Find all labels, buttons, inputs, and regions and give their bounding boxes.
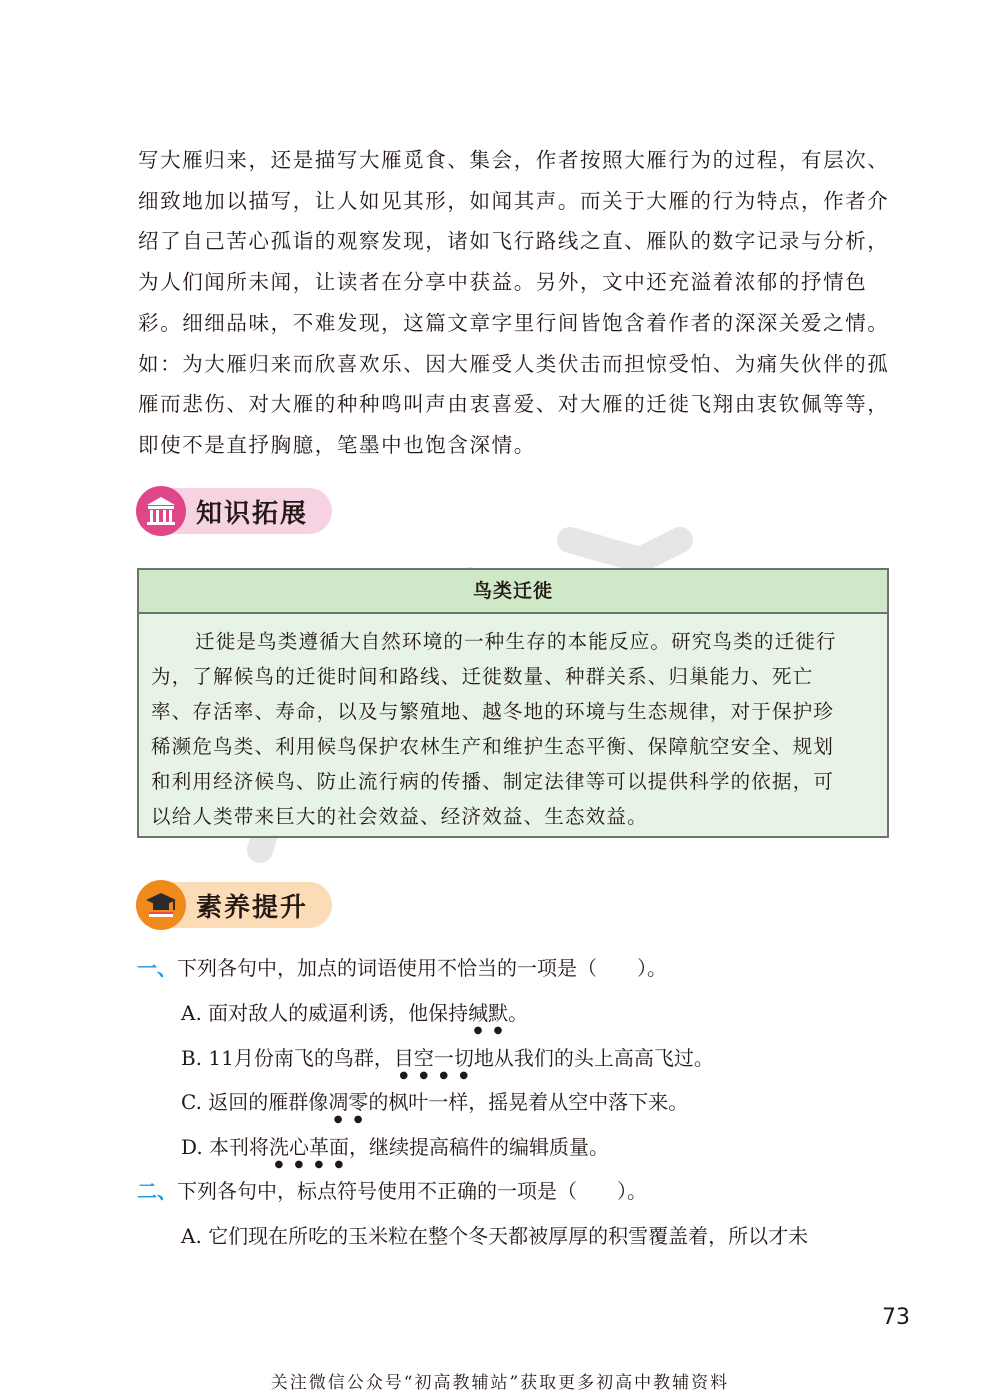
knowledge-line: 以给人类带来巨大的社会效益、经济效益、生态效益。: [151, 805, 648, 828]
question-text: 下列各句中，标点符号使用不正确的一项是（ ）。: [177, 1179, 647, 1203]
option-text: C. 返回的雁群像: [181, 1090, 329, 1114]
paragraph-line: 写大雁归来，还是描写大雁觅食、集会，作者按照大雁行为的过程，有层次、: [138, 148, 890, 172]
knowledge-line: 稀濒危鸟类、利用候鸟保护农林生产和维护生态平衡、保障航空安全、规划: [151, 735, 835, 758]
paragraph-line: 即使不是直抒胸臆，笔墨中也饱含深情。: [138, 432, 536, 457]
paragraph-line: 雁而悲伤、对大雁的种种鸣叫声由衷喜爱、对大雁的迁徙飞翔由衷钦佩等等，: [138, 392, 890, 417]
dotted-term: 凋零: [328, 1090, 369, 1114]
option-text: 地从我们的头上高高飞过。: [473, 1046, 714, 1070]
knowledge-box: [137, 568, 889, 838]
knowledge-line: 和利用经济候鸟、防止流行病的传播、制定法律等可以提供科学的依据，可: [151, 770, 835, 793]
museum-icon: [136, 486, 186, 536]
option-a: [181, 997, 528, 1036]
option-text: 。: [508, 1001, 529, 1025]
question-stem: [137, 952, 667, 981]
option-c: [181, 1086, 688, 1125]
body-paragraph: [138, 140, 890, 466]
option-text: ，继续提高稿件的编辑质量。: [349, 1135, 610, 1159]
knowledge-line: 迁徙是鸟类遵循大自然环境的一种生存的本能反应。研究鸟类的迁徙行: [195, 630, 837, 653]
section-header-knowledge: [136, 488, 336, 536]
option-text: A. 面对敌人的威逼利诱，他保持: [181, 1001, 469, 1025]
knowledge-box-body: [139, 614, 887, 834]
option-text: D. 本刊将: [181, 1135, 270, 1159]
question-number: 二、: [137, 1179, 177, 1203]
paragraph-line: 彩。细细品味，不难发现，这篇文章字里行间皆饱含着作者的深深关爱之情。: [138, 310, 890, 335]
footer-note: 关注微信公众号“初高教辅站”获取更多初高中教辅资料: [270, 1373, 730, 1393]
dotted-term: 缄默: [468, 1001, 509, 1025]
question-text: 下列各句中，加点的词语使用不恰当的一项是（ ）。: [177, 956, 667, 980]
paragraph-line: 细致地加以描写，让人如见其形，如闻其声。而关于大雁的行为特点，作者介: [138, 188, 890, 213]
section-title: 知识拓展: [196, 499, 309, 529]
option-text: A. 它们现在所吃的玉米粒在整个冬天都被厚厚的积雪覆盖着，所以才未: [181, 1224, 809, 1248]
dotted-term: 洗心革面: [269, 1135, 350, 1159]
option-text: 的枫叶一样，摇晃着从空中落下来。: [368, 1090, 689, 1114]
knowledge-line: 为，了解候鸟的迁徙时间和路线、迁徙数量、种群关系、归巢能力、死亡: [151, 665, 814, 688]
option-d: [181, 1131, 609, 1170]
paragraph-line: 为人们闻所未闻，让读者在分享中获益。另外，文中还充溢着浓郁的抒情色: [138, 270, 868, 295]
knowledge-line: 率、存活率、寿命，以及与繁殖地、越冬地的环境与生态规律，对于保护珍: [151, 700, 835, 723]
option-a: [181, 1220, 808, 1249]
question-stem: [137, 1175, 647, 1204]
section-header-literacy: [136, 882, 336, 930]
graduation-cap-icon: [136, 880, 186, 930]
paragraph-line: 如：为大雁归来而欣喜欢乐、因大雁受人类伏击而担惊受怕、为痛失伙伴的孤: [138, 351, 890, 376]
page-number: 73: [882, 1305, 910, 1330]
knowledge-box-heading: 鸟类迁徙: [139, 570, 887, 614]
option-text: B. 11月份南飞的鸟群，: [181, 1046, 394, 1070]
section-title: 素养提升: [196, 893, 309, 923]
dotted-term: 目空一切: [393, 1046, 474, 1070]
paragraph-line: 绍了自己苦心孤诣的观察发现，诸如飞行路线之直、雁队的数字记录与分析，: [138, 229, 890, 254]
question-number: 一、: [137, 956, 177, 980]
option-b: [181, 1042, 714, 1081]
